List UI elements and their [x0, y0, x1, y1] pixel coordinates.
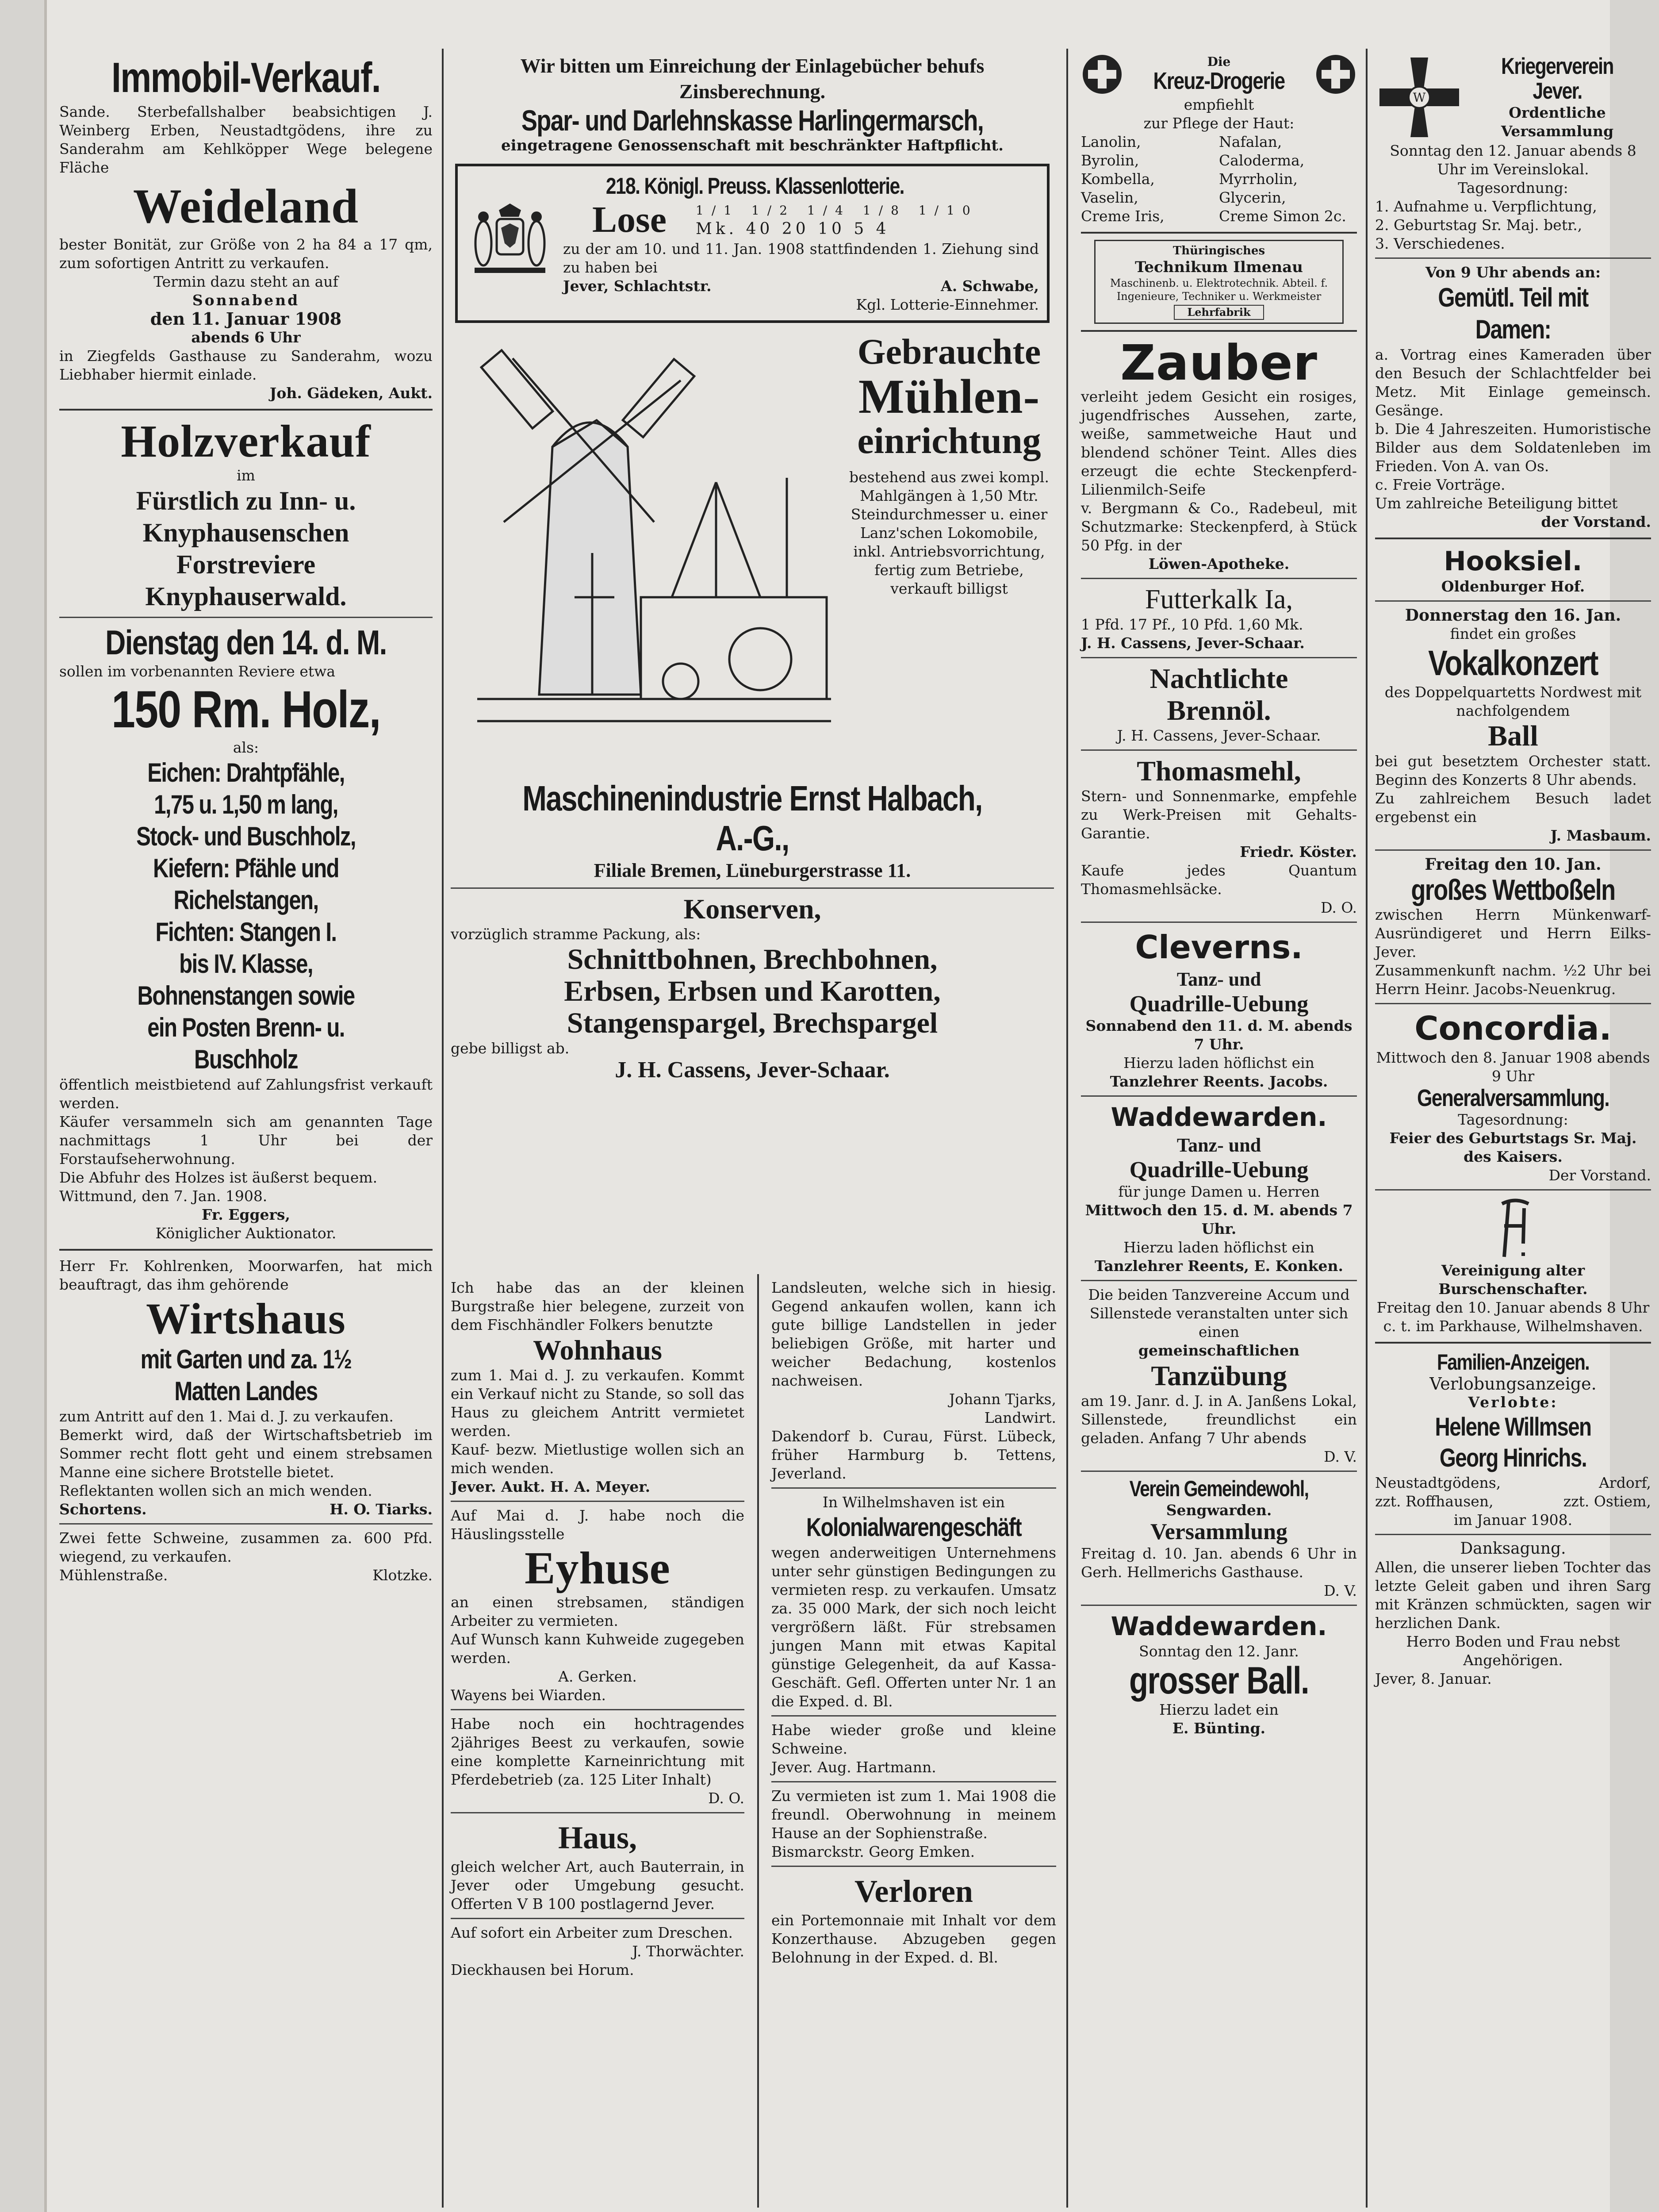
ad-text: im — [237, 467, 255, 484]
ad-text: Kauf- bezw. Mietlustige wollen sich an mich wenden. — [451, 1441, 744, 1477]
ad-signature: der Vorstand. — [1541, 513, 1651, 530]
ad-text: am 19. Janr. d. J. in A. Janßens Lokal, Sillenstede, freundlichst ein geladen. Anfang 7 Uhr abends — [1081, 1392, 1357, 1447]
ad-text: Bemerkt wird, daß der Wirtschaftsbetrieb im Sommer recht flott geht und einem strebsamen Manne eine sichere Brotstelle bietet. — [59, 1426, 433, 1481]
lottery-prices: Mk. 40 20 10 5 4 — [696, 220, 890, 238]
ad-text: Allen, die unserer lieben Tochter das letzte Geleit gaben und ihren Sarg mit Kränzen schmückten, sagen wir herzlichen Dank. — [1375, 1559, 1651, 1632]
ad-title-zauber: Zauber — [1120, 334, 1318, 391]
ad-text: gemeinschaftlichen — [1138, 1342, 1300, 1359]
windmill-illustration-icon — [451, 332, 840, 774]
ad-text: Auf Mai d. J. habe noch die Häuslingsstelle — [451, 1507, 744, 1543]
ad-text: Sonntag den 12. Januar abends 8 Uhr im Vereinslokal. — [1390, 142, 1636, 178]
column-rule — [1066, 49, 1068, 2208]
ad-signature: Klotzke. — [372, 1567, 433, 1584]
ad-name: Helene Willmsen — [1435, 1413, 1591, 1441]
product-item: Kombella, — [1081, 170, 1155, 188]
ad-text: Maschinenb. u. Elektrotechnik. Abteil. f. Ingenieure, Techniker u. Werkmeister — [1110, 277, 1328, 303]
ad-signature: Friedr. Köster. — [1240, 843, 1357, 860]
ad-date: Dienstag den 14. d. M. — [105, 623, 387, 662]
ad-text: Zu vermieten ist zum 1. Mai 1908 die freundl. Oberwohnung in meinem Hause an der Sophienstraße. — [771, 1787, 1056, 1842]
ad-text: Auf sofort ein Arbeiter zum Dreschen. — [451, 1924, 733, 1941]
product-item: Nafalan, — [1219, 133, 1282, 150]
ad-signature: Königlicher Auktionator. — [155, 1225, 337, 1242]
ad-text: verleiht jedem Gesicht ein rosiges, jugendfrisches Aussehen, zarte, weiße, sammetweiche Haut und blendend schöner Teint. Alles dies erzeugt die echte Steckenpferd-Lilienmilch-Seife — [1081, 388, 1357, 498]
ad-text: Knyphausenschen — [142, 518, 349, 547]
column-3 — [1073, 53, 1365, 2212]
agenda-item: 3. Verschiedenes. — [1375, 235, 1505, 252]
ad-text: Die Abfuhr des Holzes ist äußerst bequem. — [59, 1169, 378, 1186]
program-item: a. Vortrag eines Kameraden über den Besuch der Schlachtfelder bei Metz. Mit Einlage gemeinsch. Gesänge. — [1375, 346, 1651, 419]
ad-text: in Ziegfelds Gasthause zu Sanderahm, wozu Liebhaber hiermit einlade. — [59, 347, 433, 383]
ad-place: zzt. Ostiem, — [1563, 1493, 1651, 1510]
product-item: Byrolin, — [1081, 152, 1139, 169]
ad-title-waddewarden: Waddewarden. — [1111, 1611, 1327, 1641]
ad-title-vereinigung: Vereinigung alter Burschenschafter. — [1438, 1262, 1588, 1298]
ad-text: bei gut besetztem Orchester statt. Beginn des Konzerts 8 Uhr abends. — [1375, 753, 1651, 788]
ad-title-kolonial: Kolonialwarengeschäft — [806, 1513, 1022, 1542]
ad-text: findet ein großes — [1450, 625, 1576, 642]
divider — [451, 1812, 744, 1813]
ad-date: Donnerstag den 16. Jan. — [1405, 606, 1621, 625]
divider — [1081, 330, 1357, 332]
ad-item: Erbsen, Erbsen und Karotten, — [564, 975, 941, 1007]
ad-text: mit Garten und za. 1½ — [140, 1344, 352, 1374]
ad-title-generalversammlung: Generalversammlung. — [1417, 1085, 1609, 1111]
product-item: Caloderma, — [1219, 152, 1305, 169]
divider — [1081, 1095, 1357, 1097]
ad-text: v. Bergmann & Co., Radebeul, mit Schutzmarke: Steckenpferd, à Stück 50 Pfg. in der — [1081, 499, 1357, 554]
ad-place: zzt. Roffhausen, — [1375, 1493, 1494, 1510]
ad-title-ball: grosser Ball. — [1129, 1659, 1309, 1702]
divider — [59, 409, 433, 411]
divider — [1375, 600, 1651, 602]
ad-signature: Löwen-Apotheke. — [1148, 555, 1290, 572]
lottery-seller-role: Kgl. Lotterie-Einnehmer. — [856, 296, 1039, 313]
divider — [451, 1501, 744, 1502]
ad-date: Wittmund, den 7. Jan. 1908. — [59, 1187, 268, 1205]
ad-signature: Jever. Aukt. H. A. Meyer. — [451, 1478, 651, 1495]
divider — [1081, 922, 1357, 923]
ad-title-muehlen: Mühlen- — [858, 369, 1040, 423]
divider — [59, 617, 433, 618]
ad-quantity: 150 Rm. Holz, — [111, 680, 380, 739]
ad-text: Landsleuten, welche sich in hiesig. Gegend ankaufen wollen, kann ich gute billige Landstellen in jeder beliebigen Größe, mit harter und weicher Bedachung, kostenlos nachweisen. — [771, 1279, 1056, 1389]
ad-text: Knyphauserwald. — [145, 582, 347, 611]
ad-text: Um zahlreiche Beteiligung bittet — [1375, 495, 1618, 512]
ad-title-nachtlichte: Nachtlichte — [1149, 663, 1288, 694]
ad-title-immobil: Immobil-Verkauf. — [111, 54, 381, 101]
ad-text: des Doppelquartetts Nordwest mit nachfolgendem — [1384, 684, 1642, 719]
ad-signature: Landwirt. — [984, 1409, 1056, 1426]
lottery-seller: A. Schwabe, — [941, 277, 1039, 295]
divider — [1375, 1003, 1651, 1004]
ad-signature: E. Bünting. — [1172, 1720, 1266, 1737]
ad-title-gemeindewohl: Verein Gemeindewohl, — [1129, 1476, 1309, 1501]
ad-text: Ich habe das an der kleinen Burgstraße hier belegene, zurzeit von dem Fischhändler Folkers benutzte — [451, 1279, 744, 1333]
section-title-familien: Familien-Anzeigen. — [1437, 1350, 1590, 1375]
divider — [1375, 1534, 1651, 1535]
ad-signature: J. Thorwächter. — [632, 1943, 744, 1960]
ad-place: Dakendorf b. Curau, Fürst. Lübeck, früher Harmburg b. Tettens, Jeverland. — [771, 1428, 1056, 1482]
ad-text: Wir bitten um Einreichung der Einlagebücher behufs Zinsberechnung. — [520, 54, 985, 103]
ad-title-gebraucht: Gebrauchte — [857, 331, 1041, 372]
ad-text: In Wilhelmshaven ist ein — [822, 1494, 1005, 1511]
ad-name: Georg Hinrichs. — [1439, 1444, 1587, 1472]
ad-title-kreuzdrogerie: Kreuz-Drogerie — [1153, 68, 1285, 94]
divider — [451, 1918, 744, 1919]
ad-text: Sengwarden. — [1166, 1502, 1272, 1519]
ad-text: wegen anderweitigen Unternehmens unter sehr günstigen Bedingungen zu vermieten resp. zu verkaufen. Umsatz za. 35 000 Mark, der sich noch leicht vergrößern läßt. Für strebsamen jungen Mann mit etwas Kapital günstige Gelegenheit, da auf Kassa-Geschäft. Gefl. Offerten unter Nr. 1 an die Exped. d. Bl. — [771, 1544, 1056, 1710]
ad-title-wirtshaus: Wirtshaus — [146, 1294, 346, 1343]
lottery-lose: Lose — [592, 199, 667, 240]
ad-signature: Herro Boden und Frau nebst Angehörigen. — [1406, 1633, 1620, 1669]
divider — [59, 1523, 433, 1525]
column-2b — [763, 1279, 1064, 2199]
prussian-coat-of-arms-icon — [466, 201, 554, 285]
ad-signature: D. O. — [708, 1790, 744, 1807]
ad-item: Stangenspargel, Brechspargel — [567, 1007, 938, 1039]
ad-item: Fichten: Stangen I. — [155, 917, 337, 947]
red-cross-icon — [1314, 53, 1357, 96]
ad-text: Tanz- und — [1176, 968, 1261, 990]
ad-title-futterkalk: Futterkalk Ia, — [1145, 584, 1293, 614]
divider — [1081, 1605, 1357, 1606]
lottery-text: zu der am 10. und 11. Jan. 1908 stattfindenden 1. Ziehung sind zu haben bei — [563, 240, 1039, 276]
ad-signature: D. O. — [1321, 899, 1357, 916]
ad-text: Reflektanten wollen sich an mich wenden. — [59, 1482, 372, 1499]
ad-text: öffentlich meistbietend auf Zahlungsfrist verkauft werden. — [59, 1076, 433, 1112]
ad-text: Habe wieder große und kleine Schweine. — [771, 1721, 1056, 1757]
ad-title-hooksiel: Hooksiel. — [1444, 546, 1582, 577]
ad-signature: Bismarckstr. Georg Emken. — [771, 1843, 975, 1860]
ad-text: Ordentliche Versammlung — [1501, 104, 1614, 140]
divider — [771, 1487, 1056, 1489]
divider — [1375, 849, 1651, 851]
iron-cross-icon — [1375, 53, 1464, 142]
ad-text: Zwei fette Schweine, zusammen za. 600 Pfd. wiegend, zu verkaufen. — [59, 1529, 433, 1565]
ad-title-einrichtung: einrichtung — [857, 420, 1041, 461]
ad-date: im Januar 1908. — [1453, 1511, 1573, 1528]
lottery-title: 218. Königl. Preuss. Klassenlotterie. — [605, 173, 904, 199]
ad-text: Sonnabend — [192, 292, 300, 309]
newspaper-page — [44, 0, 1651, 2212]
ad-text: Hierzu laden höflichst ein — [1123, 1239, 1314, 1256]
ad-text: Matten Landes — [174, 1376, 318, 1406]
red-cross-icon — [1081, 53, 1123, 96]
divider — [1081, 1471, 1357, 1472]
ad-signature: D. V. — [1324, 1448, 1357, 1465]
ad-title-brennoel: Brennöl. — [1167, 695, 1271, 726]
ad-signature: Jever. Aug. Hartmann. — [771, 1759, 936, 1776]
ad-title-wettbosseln: großes Wettboßeln — [1411, 873, 1615, 906]
ad-text: Auf Wunsch kann Kuhweide zugegeben werden. — [451, 1631, 744, 1667]
ad-signature: J. H. Cassens, Jever-Schaar. — [1117, 727, 1321, 744]
ad-text: Oldenburger Hof. — [1441, 578, 1585, 595]
ad-title-verloren: Verloren — [854, 1874, 973, 1909]
column-2 — [443, 53, 1062, 1279]
ad-title-concordia: Concordia. — [1414, 1010, 1612, 1048]
ad-title-konserven: Konserven, — [683, 893, 821, 925]
ad-text: Termin dazu steht an auf — [153, 273, 338, 290]
divider — [1375, 538, 1651, 539]
ad-text: Herr Fr. Kohlrenken, Moorwarfen, hat mich beauftragt, das ihm gehörende — [59, 1257, 433, 1293]
divider — [1375, 1342, 1651, 1344]
ad-title-tanzuebung: Tanzübung — [1151, 1360, 1287, 1391]
ad-text: empfiehlt — [1184, 96, 1254, 113]
ad-text: eingetragene Genossenschaft mit beschränkter Haftpflicht. — [501, 137, 1004, 154]
ad-text: Käufer versammeln sich am genannten Tage nachmittags 1 Uhr bei der Forstaufseherwohnung. — [59, 1113, 433, 1167]
ad-text: Verlobungsanzeige. — [1429, 1374, 1597, 1394]
ad-signature: A. Gerken. — [558, 1668, 637, 1685]
product-item: Creme Iris, — [1081, 207, 1165, 225]
ad-text: Stern- und Sonnenmarke, empfehle zu Werk-Preisen mit Gehalts-Garantie. — [1081, 787, 1357, 842]
ad-title-thomasmehl: Thomasmehl, — [1137, 755, 1301, 787]
ad-place: Mühlenstraße. — [59, 1567, 168, 1584]
ad-signature: J. Masbaum. — [1550, 827, 1651, 844]
lottery-box — [455, 164, 1050, 323]
divider — [1081, 578, 1357, 579]
divider — [1081, 1280, 1357, 1281]
ad-text: Sande. Sterbefallshalber beabsichtigen J. Weinberg Erben, Neustadtgödens, ihre zu Sanderahm am Kehlköpper Wege belegene Fläche — [59, 103, 433, 176]
ad-text: zwischen Herrn Münkenwarf-Ausründigeret und Herrn Eilks-Jever. — [1375, 906, 1651, 960]
ad-item: Bohnenstangen sowie — [137, 981, 355, 1010]
program-item: b. Die 4 Jahreszeiten. Humoristische Bilder aus dem Soldatenleben im Frieden. Von A. van Os. — [1375, 420, 1651, 475]
ad-title-holzverkauf: Holzverkauf — [121, 416, 371, 467]
ad-text: Kaufe jedes Quantum Thomasmehlsäcke. — [1081, 862, 1357, 898]
divider — [1081, 657, 1357, 658]
ad-text: Forstreviere — [176, 550, 316, 579]
ad-text: vorzüglich stramme Packung, als: — [451, 926, 701, 943]
column-rule — [757, 1274, 759, 2208]
ad-title-wohnhaus: Wohnhaus — [533, 1334, 662, 1366]
ad-text: Tagesordnung: — [1458, 1111, 1568, 1128]
ad-item: Buschholz — [194, 1045, 298, 1074]
divider — [771, 1781, 1056, 1782]
ad-place: Dieckhausen bei Horum. — [451, 1961, 634, 1978]
ad-item: Eichen: Drahtpfähle, — [147, 758, 345, 787]
program-item: c. Freie Vorträge. — [1375, 476, 1506, 493]
ad-text: Fürstlich zu Inn- u. — [136, 486, 356, 515]
ad-text: zur Pflege der Haut: — [1143, 115, 1295, 132]
divider — [59, 1249, 433, 1251]
divider — [451, 887, 1054, 889]
divider — [1081, 232, 1357, 234]
ad-company-address: Filiale Bremen, Lüneburgerstrasse 11. — [594, 860, 911, 881]
ad-text: an einen strebsamen, ständigen Arbeiter zu vermieten. — [451, 1594, 744, 1629]
ad-date: Freitag den 10. Jan. — [1425, 855, 1602, 874]
ad-date: Mittwoch den 8. Januar 1908 abends 9 Uhr — [1376, 1049, 1650, 1085]
ad-text: gleich welcher Art, auch Bauterrain, in Jever oder Umgebung gesucht. Offerten V B 100 postlagernd Jever. — [451, 1858, 744, 1912]
ad-title-waddewarden: Waddewarden. — [1111, 1102, 1327, 1132]
ad-text: Habe noch ein hochtragendes 2jähriges Beest zu verkaufen, sowie eine komplette Karneinrichtung mit Pferdebetrieb (za. 125 Liter Inhalt) — [451, 1715, 744, 1788]
fraternity-monogram-icon — [1489, 1195, 1537, 1261]
ad-place: Schortens. — [59, 1501, 147, 1518]
ad-text: Feier des Geburtstags Sr. Maj. des Kaisers. — [1389, 1129, 1637, 1165]
ad-signature: D. V. — [1324, 1582, 1357, 1599]
ad-signature: J. H. Cassens, Jever-Schaar. — [1081, 634, 1305, 652]
ad-title-weideland: Weideland — [133, 179, 359, 233]
divider — [1375, 1189, 1651, 1190]
technikum-box — [1094, 240, 1344, 324]
ad-item: Richelstangen, — [173, 885, 318, 915]
ad-title-kriegerverein: Kriegerverein Jever. — [1501, 54, 1613, 104]
ad-signature: Fr. Eggers, — [202, 1206, 290, 1223]
product-item: Glycerin, — [1219, 189, 1286, 206]
divider — [1375, 257, 1651, 259]
lottery-place: Jever, Schlachtstr. — [563, 277, 712, 295]
svg-text:W: W — [1413, 90, 1426, 105]
agenda-item: 2. Geburtstag Sr. Maj. betr., — [1375, 216, 1582, 234]
ad-signature: Der Vorstand. — [1548, 1167, 1651, 1184]
ad-signature: H. O. Tiarks. — [330, 1501, 433, 1518]
product-item: Myrrholin, — [1219, 170, 1298, 188]
ad-text: Quadrille-Uebung — [1129, 991, 1309, 1017]
ad-text: Verlobte: — [1468, 1394, 1558, 1411]
ad-text: Hierzu ladet ein — [1159, 1701, 1279, 1718]
ad-text: 1 Pfd. 17 Pf., 10 Pfd. 1,60 Mk. — [1081, 616, 1303, 633]
ad-date: den 11. Januar 1908 — [150, 309, 342, 329]
ad-date: Sonntag den 12. Janr. — [1139, 1643, 1299, 1660]
ad-item: Stock- und Buschholz, — [136, 822, 356, 851]
ad-text: Freitag den 10. Januar abends 8 Uhr c. t. im Parkhause, Wilhelmshaven. — [1376, 1299, 1650, 1335]
ad-title-ball: Ball — [1488, 720, 1538, 752]
ad-signature: Tanzlehrer Reents. Jacobs. — [1110, 1073, 1328, 1090]
product-item: Lanolin, — [1081, 133, 1141, 150]
ad-place: Ardorf, — [1599, 1474, 1651, 1491]
column-1 — [51, 53, 441, 2212]
product-item: Creme Simon 2c. — [1219, 207, 1346, 225]
ad-place: Neustadtgödens, — [1375, 1474, 1501, 1491]
ad-item: ein Posten Brenn- u. — [147, 1013, 345, 1042]
ad-item: bis IV. Klasse, — [179, 949, 313, 979]
ad-title-eyhuse: Eyhuse — [525, 1543, 670, 1594]
ad-item: 1,75 u. 1,50 m lang, — [154, 790, 338, 819]
agenda-item: 1. Aufnahme u. Verpflichtung, — [1375, 198, 1597, 215]
mill-ad — [451, 332, 1054, 774]
ad-item: Kiefern: Pfähle und — [153, 853, 339, 883]
ad-text: Lehrfabrik — [1174, 305, 1264, 320]
ad-text: sollen im vorbenannten Reviere etwa — [59, 663, 336, 680]
ad-text: bestehend aus zwei kompl. Mahlgängen à 1,50 Mtr. Steindurchmesser u. einer Lanz'schen Lokomobile, inkl. Antriebsvorrichtung, fertig zum Betriebe, verkauft billigst — [849, 469, 1049, 597]
ad-title-haus: Haus, — [558, 1820, 637, 1855]
ad-signature: Johann Tjarks, — [949, 1390, 1056, 1408]
ad-item: Schnittbohnen, Brechbohnen, — [567, 943, 938, 975]
ad-title-versammlung: Versammlung — [1150, 1519, 1288, 1544]
ad-text: Zusammenkunft nachm. ½2 Uhr bei Herrn Heinr. Jacobs-Neuenkrug. — [1375, 962, 1651, 998]
ad-text: Tagesordnung: — [1458, 179, 1568, 196]
ad-title-gemuetl: Gemütl. Teil mit Damen: — [1438, 283, 1588, 344]
product-item: Vaselin, — [1081, 189, 1138, 206]
ad-date: Sonnabend den 11. d. M. abends 7 Uhr. — [1085, 1017, 1352, 1053]
ad-text: bester Bonität, zur Größe von 2 ha 84 a 17 qm, zum sofortigen Antritt zu verkaufen. — [59, 236, 433, 272]
ad-text: Von 9 Uhr abends an: — [1425, 264, 1601, 281]
divider — [771, 1715, 1056, 1717]
ad-text: gebe billigst ab. — [451, 1040, 570, 1057]
ad-date: Jever, 8. Januar. — [1375, 1670, 1492, 1687]
ad-text: Die beiden Tanzvereine Accum und Sillenstede veranstalten unter sich einen — [1088, 1286, 1350, 1340]
ad-text: Hierzu laden höflichst ein — [1123, 1054, 1314, 1071]
ad-text: für junge Damen u. Herren — [1118, 1183, 1320, 1200]
ad-title-sparkasse: Spar- und Darlehnskasse Harlingermarsch, — [521, 104, 984, 137]
divider — [1081, 749, 1357, 751]
ad-company: Maschinenindustrie Ernst Halbach, A.-G., — [522, 779, 982, 858]
ad-text: zum Antritt auf den 1. Mai d. J. zu verkaufen. — [59, 1408, 394, 1425]
ad-place: Wayens bei Wiarden. — [451, 1686, 606, 1704]
ad-signature: Joh. Gädeken, Aukt. — [269, 384, 433, 402]
column-4 — [1367, 53, 1659, 2212]
ad-text: Thüringisches — [1172, 244, 1265, 257]
divider — [771, 1866, 1056, 1867]
ad-signature: J. H. Cassens, Jever-Schaar. — [615, 1057, 890, 1083]
ad-title-vokalkonzert: Vokalkonzert — [1428, 643, 1598, 683]
ad-text: ein Portemonnaie mit Inhalt vor dem Konzerthause. Abzugeben gegen Belohnung in der Exped. d. Bl. — [771, 1912, 1056, 1966]
ad-date: Mittwoch den 15. d. M. abends 7 Uhr. — [1085, 1202, 1353, 1237]
ad-text: Freitag d. 10. Jan. abends 6 Uhr in Gerh. Hellmerichs Gasthause. — [1081, 1545, 1357, 1581]
ad-text: Zu zahlreichem Besuch ladet ergebenst ein — [1375, 790, 1651, 826]
divider — [451, 1709, 744, 1710]
ad-text: als: — [233, 739, 259, 756]
ad-title-cleverns: Cleverns. — [1135, 929, 1303, 966]
ad-title-danksagung: Danksagung. — [1460, 1540, 1566, 1558]
ad-signature: Tanzlehrer Reents, E. Konken. — [1095, 1257, 1343, 1275]
ad-text: zum 1. Mai d. J. zu verkaufen. Kommt ein Verkauf nicht zu Stande, so soll das Haus zu gleichem Antritt vermietet werden. — [451, 1367, 744, 1440]
ad-title-technikum: Technikum Ilmenau — [1134, 258, 1303, 276]
ad-text: Quadrille-Uebung — [1129, 1157, 1309, 1183]
ad-text: Die — [1207, 54, 1231, 69]
ad-text: Tanz- und — [1176, 1134, 1261, 1156]
ad-time: abends 6 Uhr — [191, 329, 301, 346]
lottery-fractions: 1/1 1/2 1/4 1/8 1/10 — [696, 203, 978, 218]
column-2a — [443, 1279, 752, 2199]
